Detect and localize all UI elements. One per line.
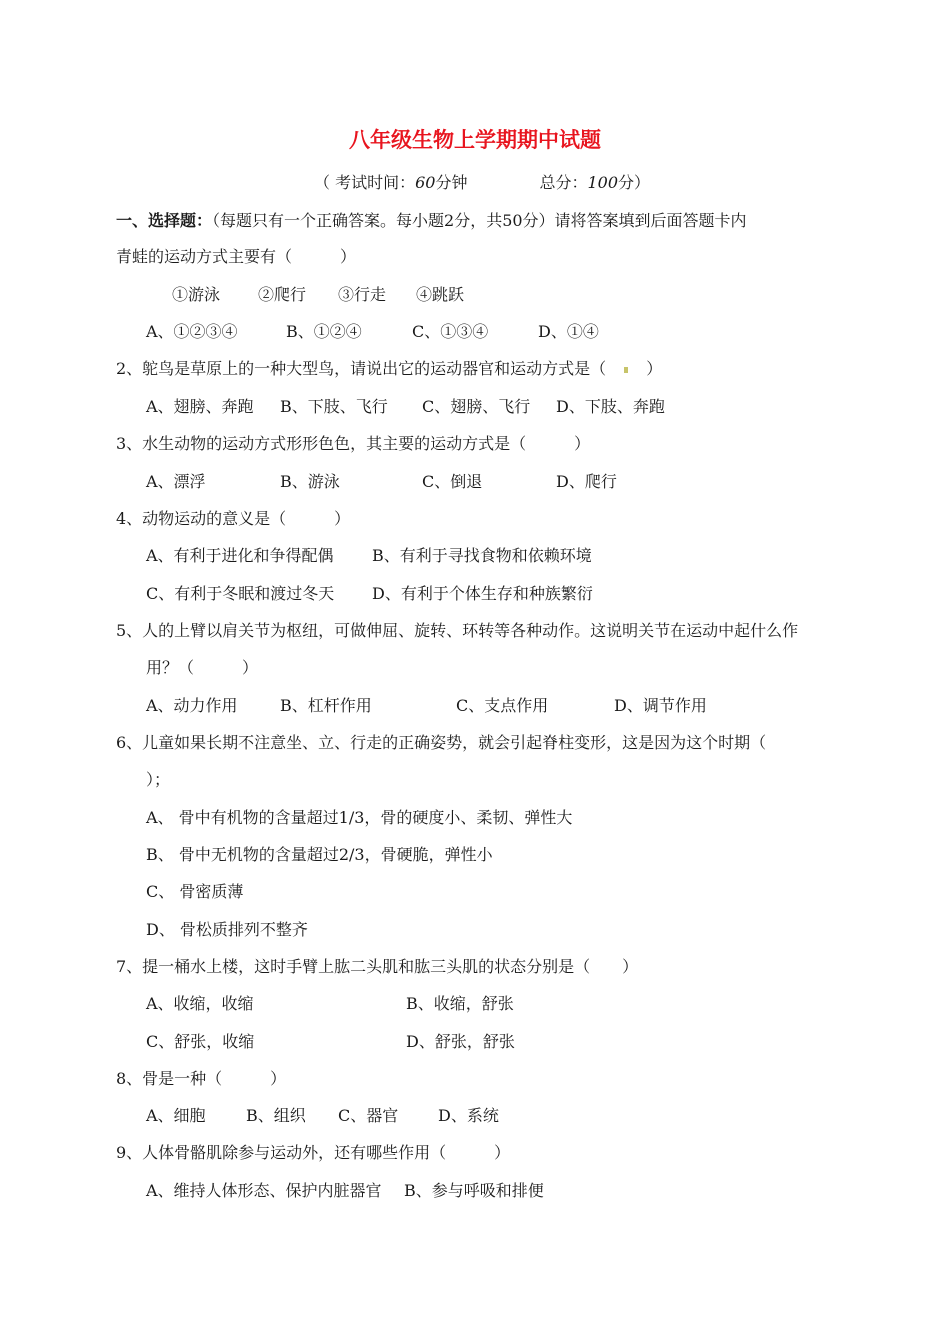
q5-option-a: A、动力作用 [146, 696, 238, 715]
q5-option-b: B、杠杆作用 [280, 696, 372, 715]
section-instruction: （每题只有一个正确答案。每小题2分，共50分）请将答案填到后面答题卡内 [212, 211, 747, 230]
q3-option-a: A、漂浮 [146, 472, 206, 491]
q1-item: ②爬行 [258, 285, 307, 304]
time-label: （ 考试时间： [314, 173, 416, 192]
mark-dot-icon [624, 367, 628, 373]
q2-option-b: B、下肢、飞行 [280, 397, 388, 416]
q1-item: ①游泳 [172, 285, 221, 304]
q3-option-c: C、倒退 [422, 472, 483, 491]
question-1-stem: 青蛙的运动方式主要有（ ） [116, 247, 357, 266]
q9-option-b: B、参与呼吸和排便 [404, 1181, 544, 1200]
q3-option-b: B、游泳 [280, 472, 340, 491]
q6-option-a: A、 骨中有机物的含量超过1/3，骨的硬度小、柔韧、弹性大 [146, 808, 573, 827]
q8-option-b: B、组织 [246, 1106, 306, 1125]
q7-option-a: A、收缩，收缩 [146, 994, 254, 1013]
q2-option-c: C、翅膀、飞行 [422, 397, 531, 416]
q1-option-b: B、①②④ [286, 322, 362, 341]
q4-option-c: C、有利于冬眠和渡过冬天 [146, 584, 335, 603]
question-2-stem [116, 358, 662, 380]
question-5-stem: 5、人的上臂以肩关节为枢纽，可做伸屈、旋转、环转等各种动作。这说明关节在运动中起什么作 [116, 621, 799, 640]
score-value: 100 [587, 173, 619, 192]
page-title: 八年级生物上学期期中试题 [349, 128, 601, 152]
q1-item: ④跳跃 [416, 285, 465, 304]
q2-stem-close: ） [646, 359, 663, 378]
question-9-stem: 9、人体骨骼肌除参与运动外，还有哪些作用（ ） [116, 1143, 511, 1162]
q6-option-c: C、 骨密质薄 [146, 882, 244, 901]
q2-option-d: D、下肢、奔跑 [556, 397, 665, 416]
q7-option-c: C、舒张，收缩 [146, 1032, 255, 1051]
question-3-stem: 3、水生动物的运动方式形形色色，其主要的运动方式是（ ） [116, 434, 591, 453]
q1-option-c: C、①③④ [412, 322, 489, 341]
q4-option-b: B、有利于寻找食物和依赖环境 [372, 546, 592, 565]
time-unit: 分钟 [435, 173, 468, 192]
q1-option-d: D、①④ [538, 322, 599, 341]
q4-option-a: A、有利于进化和争得配偶 [146, 546, 334, 565]
q6-option-d: D、 骨松质排列不整齐 [146, 920, 308, 939]
q2-option-a: A、翅膀、奔跑 [146, 397, 254, 416]
section-heading [116, 210, 747, 232]
question-4-stem: 4、动物运动的意义是（ ） [116, 509, 351, 528]
question-6-stem-cont: ）； [146, 770, 171, 789]
q1-item: ③行走 [338, 285, 387, 304]
q2-stem-text: 2、鸵鸟是草原上的一种大型鸟，请说出它的运动器官和运动方式是（ [116, 359, 607, 378]
question-8-stem: 8、骨是一种（ ） [116, 1069, 287, 1088]
score-label: 总分： [539, 173, 588, 192]
q1-option-a: A、①②③④ [146, 322, 238, 341]
q5-option-c: C、支点作用 [456, 696, 549, 715]
q6-option-b: B、 骨中无机物的含量超过2/3，骨硬脆，弹性小 [146, 845, 493, 864]
q8-option-d: D、系统 [438, 1106, 499, 1125]
q9-option-a: A、维持人体形态、保护内脏器官 [146, 1181, 382, 1200]
q7-option-d: D、舒张，舒张 [406, 1032, 515, 1051]
question-6-stem: 6、儿童如果长期不注意坐、立、行走的正确姿势，就会引起脊柱变形，这是因为这个时期（ [116, 733, 767, 752]
question-7-stem: 7、提一桶水上楼，这时手臂上肱二头肌和肱三头肌的状态分别是（ ） [116, 957, 639, 976]
q8-option-c: C、器官 [338, 1106, 399, 1125]
q7-option-b: B、收缩，舒张 [406, 994, 514, 1013]
exam-info [314, 172, 650, 194]
q3-option-d: D、爬行 [556, 472, 617, 491]
q5-option-d: D、调节作用 [614, 696, 707, 715]
score-unit: 分） [618, 173, 651, 192]
question-5-stem-cont: 用？（ ） [146, 658, 259, 677]
section-title: 一、选择题： [116, 211, 213, 230]
q4-option-d: D、有利于个体生存和种族繁衍 [372, 584, 593, 603]
time-value: 60 [415, 173, 436, 192]
q8-option-a: A、细胞 [146, 1106, 206, 1125]
